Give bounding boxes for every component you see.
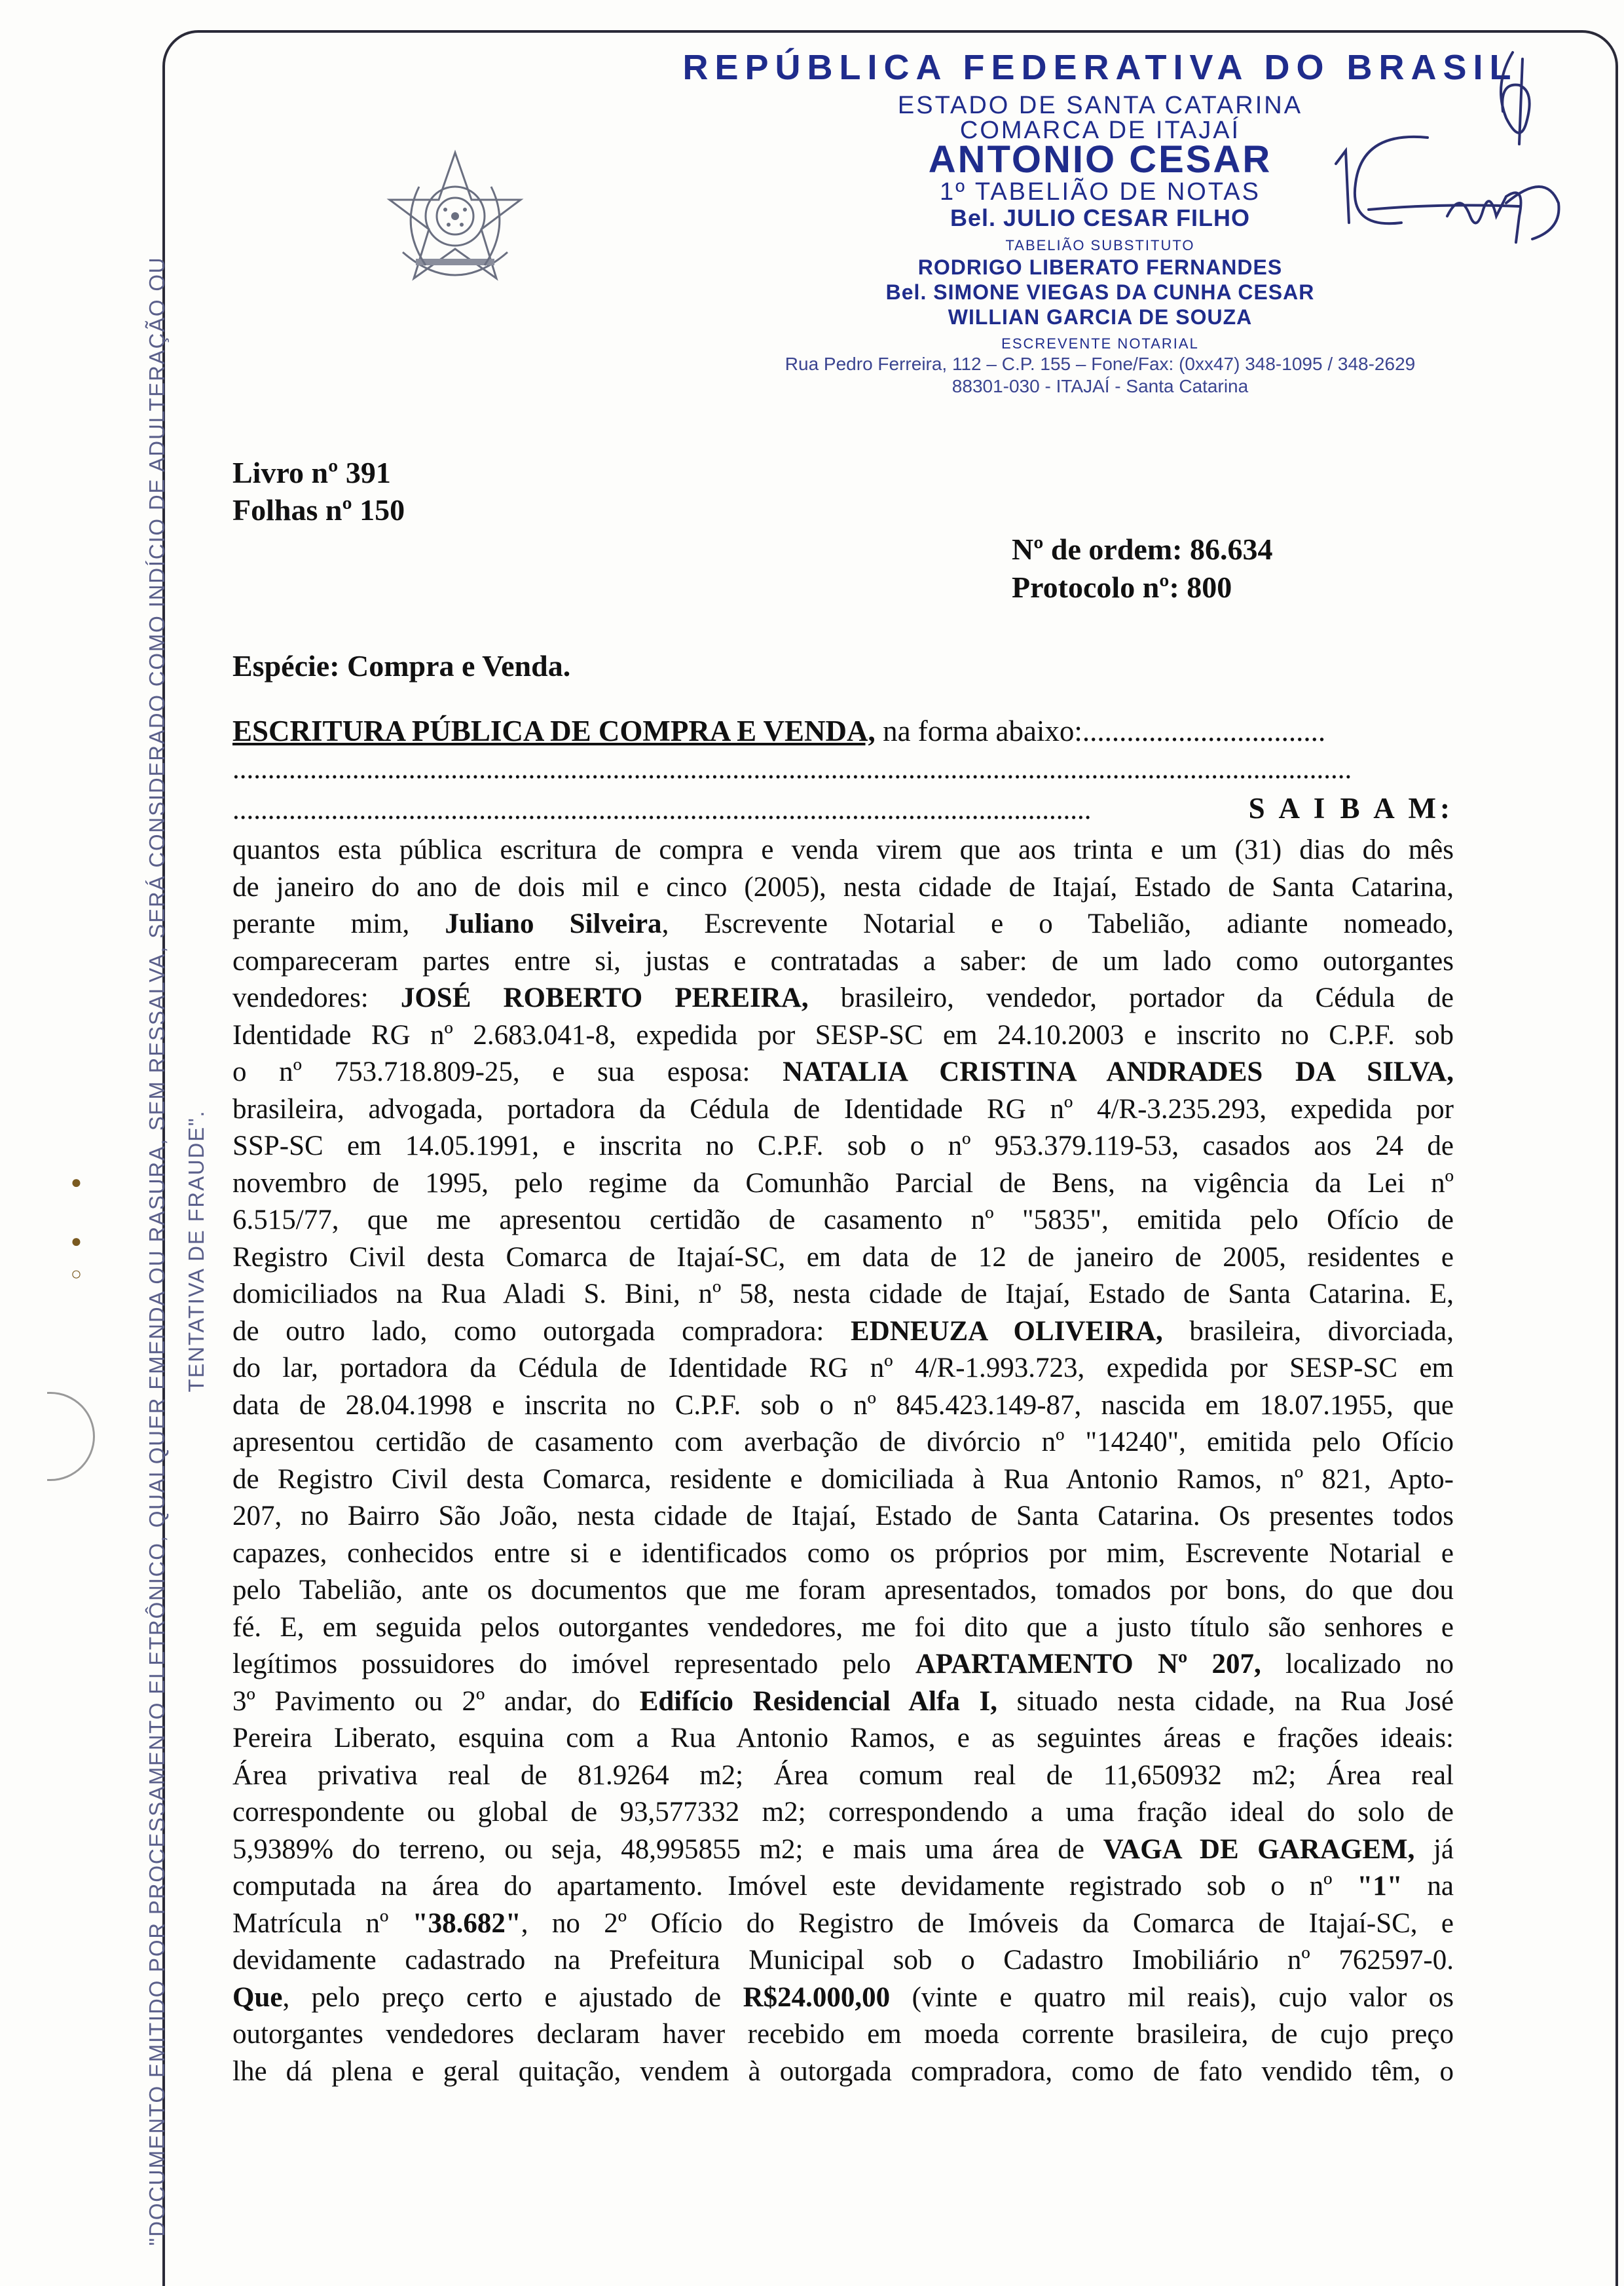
deed-body-line: 6.515/77, que me apresentou certidão de casamento nº "5835", emitida pelo Ofício de	[232, 1205, 1454, 1235]
deed-body-line: Identidade RG nº 2.683.041-8, expedida por SESP-SC em 24.10.2003 e inscrito no C.P.F. sob	[232, 1019, 1454, 1051]
deed-body-line: fé. E, em seguida pelos outorgantes vendedores, me foi dito que a justo título são senhores e	[232, 1611, 1454, 1643]
record-especie: Espécie: Compra e Venda.	[232, 649, 571, 683]
header-state: ESTADO DE SANTA CATARINA	[897, 92, 1303, 119]
deed-body-line: legítimos possuidores do imóvel representado pelo APARTAMENTO Nº 207, localizado no	[232, 1649, 1454, 1679]
deed-body-line: apresentou certidão de casamento com averbação de divórcio nº "14240", emitida pelo Ofício	[232, 1427, 1454, 1457]
deed-body-line: Registro Civil desta Comarca de Itajaí-SC, em data de 12 de janeiro de 2005, residentes e	[232, 1241, 1454, 1273]
header-substitute-3: WILLIAN GARCIA DE SOUZA	[948, 305, 1253, 329]
header-district: COMARCA DE ITAJAÍ	[959, 117, 1241, 144]
record-ordem: Nº de ordem: 86.634	[1012, 533, 1273, 566]
deed-body-line: brasileira, advogada, portadora da Cédula de Identidade RG nº 4/R-3.235.293, expedida por	[232, 1093, 1454, 1125]
deed-body-line: perante mim, Juliano Silveira, Escrevente Notarial e o Tabelião, adiante nomeado,	[232, 909, 1454, 939]
deed-body-line: de outro lado, como outorgada compradora: EDNEUZA OLIVEIRA, brasileira, divorciada,	[232, 1315, 1454, 1347]
deed-body-line: compareceram partes entre si, justas e contratadas a saber: de um lado como outorgantes	[232, 945, 1454, 977]
deed-body-line: de janeiro do ano de dois mil e cinco (2005), nesta cidade de Itajaí, Estado de Santa Catarina,	[232, 871, 1454, 903]
deed-body-line: do lar, portadora da Cédula de Identidade RG nº 4/R-1.993.723, expedida por SESP-SC em	[232, 1353, 1454, 1383]
dotted-filler-saibam: ..........................................................................................................................	[232, 795, 1092, 825]
deed-body-line: pelo Tabelião, ante os documentos que me foram apresentados, tomados por bons, do que dou	[232, 1575, 1454, 1605]
speck-mark: ●	[71, 1231, 82, 1252]
record-protocolo: Protocolo nº: 800	[1012, 571, 1232, 604]
header-address-2: 88301-030 - ITAJAÍ - Santa Catarina	[951, 376, 1249, 396]
deed-body-line: devidamente cadastrado na Prefeitura Municipal sob o Cadastro Imobiliário nº 762597-0.	[232, 1945, 1454, 1976]
record-livro: Livro nº 391	[232, 456, 391, 489]
handwritten-initials	[1473, 46, 1559, 157]
speck-mark: ○	[71, 1264, 82, 1284]
deed-body-line: Pereira Liberato, esquina com a Rua Antonio Ramos, e as seguintes áreas e frações ideais:	[232, 1723, 1454, 1753]
deed-body-line: data de 28.04.1998 e inscrita no C.P.F. sob o nº 845.423.149-87, nascida em 18.07.1955, que	[232, 1389, 1454, 1421]
deed-body-line: 3º Pavimento ou 2º andar, do Edifício Residencial Alfa I, situado nesta cidade, na Rua José	[232, 1685, 1454, 1717]
header-office-name: ANTONIO CESAR	[928, 138, 1272, 181]
coat-of-arms-icon	[380, 147, 530, 298]
deed-body-line: domiciliados na Rua Aladi S. Bini, nº 58, nesta cidade de Itajaí, Estado de Santa Catarina. E,	[232, 1279, 1454, 1309]
header-address-1: Rua Pedro Ferreira, 112 – C.P. 155 – Fone/Fax: (0xx47) 348-1095 / 348-2629	[784, 354, 1416, 374]
document-title-rest: na forma abaixo:.................................	[875, 715, 1326, 747]
deed-body-line: correspondente ou global de 93,577332 m2; correspondendo a uma fração ideal do solo de	[232, 1797, 1454, 1827]
deed-body-line: de Registro Civil desta Comarca, residente e domiciliada à Rua Antonio Ramos, nº 821, Apto-	[232, 1463, 1454, 1495]
side-notice: "DOCUMENTO EMITIDO POR PROCESSAMENTO ELETRÔNICO, QUALQUER EMENDA OU RASURA, SEM RESSALVA, SERÁ CONSIDERADO COMO INDÍCIO DE ADULTERAÇÃO OU TENTATIVA DE FRAUDE".	[145, 256, 208, 2246]
deed-body-line: Matrícula nº "38.682", no 2º Ofício do Registro de Imóveis da Comarca de Itajaí-SC, e	[232, 1907, 1454, 1939]
deed-body-line: capazes, conhecidos entre si e identificados como os próprios por mim, Escrevente Notarial e	[232, 1537, 1454, 1569]
deed-body-line: 207, no Bairro São João, nesta cidade de Itajaí, Estado de Santa Catarina. Os presentes todos	[232, 1501, 1454, 1531]
deed-body-line: SSP-SC em 14.05.1991, e inscrita no C.P.F. sob o nº 953.379.119-53, casados aos 24 de	[232, 1131, 1454, 1161]
deed-body-line: outorgantes vendedores declaram haver recebido em moeda corrente brasileira, de cujo preço	[232, 2019, 1454, 2050]
dotted-filler-line: ...............................................................................................................................................................	[232, 754, 1352, 785]
deed-body-line: computada na área do apartamento. Imóvel este devidamente registrado sob o nº "1" na	[232, 1871, 1454, 1902]
deed-body-line: o nº 753.718.809-25, e sua esposa: NATALIA CRISTINA ANDRADES DA SILVA,	[232, 1057, 1454, 1087]
header-notary: Bel. JULIO CESAR FILHO	[950, 204, 1251, 231]
header-substitute-2: Bel. SIMONE VIEGAS DA CUNHA CESAR	[885, 280, 1315, 304]
header-country: REPÚBLICA FEDERATIVA DO BRASIL	[682, 48, 1518, 87]
punch-hole	[47, 1392, 95, 1481]
saibam-heading: S A I B A M:	[1248, 792, 1454, 825]
deed-body	[232, 832, 1454, 2090]
deed-body-line: 5,9389% do terreno, ou seja, 48,995855 m2; e mais uma área de VAGA DE GARAGEM, já	[232, 1833, 1454, 1865]
deed-body-line: Que, pelo preço certo e ajustado de R$24.000,00 (vinte e quatro mil reais), cujo valor os	[232, 1981, 1454, 2013]
header-office-role: 1º TABELIÃO DE NOTAS	[940, 178, 1261, 206]
document-title	[232, 714, 1325, 748]
deed-body-line: lhe dá plena e geral quitação, vendem à outorgada compradora, como de fato vendido têm, o	[232, 2055, 1454, 2087]
deed-body-line: novembro de 1995, pelo regime da Comunhão Parcial de Bens, na vigência da Lei nº	[232, 1167, 1454, 1199]
record-folhas: Folhas nº 150	[232, 493, 405, 527]
header-substitute-label: TABELIÃO SUBSTITUTO	[1005, 237, 1195, 253]
document-title-main: ESCRITURA PÚBLICA DE COMPRA E VENDA,	[232, 715, 876, 747]
speck-mark: ●	[71, 1172, 82, 1193]
deed-body-line: quantos esta pública escritura de compra e venda virem que aos trinta e um (31) dias do mês	[232, 834, 1454, 865]
deed-body-line: Área privativa real de 81.9264 m2; Área comum real de 11,650932 m2; Área real	[232, 1759, 1454, 1791]
header-clerk-label: ESCREVENTE NOTARIAL	[1001, 335, 1199, 352]
header-substitute-1: RODRIGO LIBERATO FERNANDES	[917, 255, 1283, 279]
deed-body-line: vendedores: JOSÉ ROBERTO PEREIRA, brasileiro, vendedor, portador da Cédula de	[232, 983, 1454, 1013]
